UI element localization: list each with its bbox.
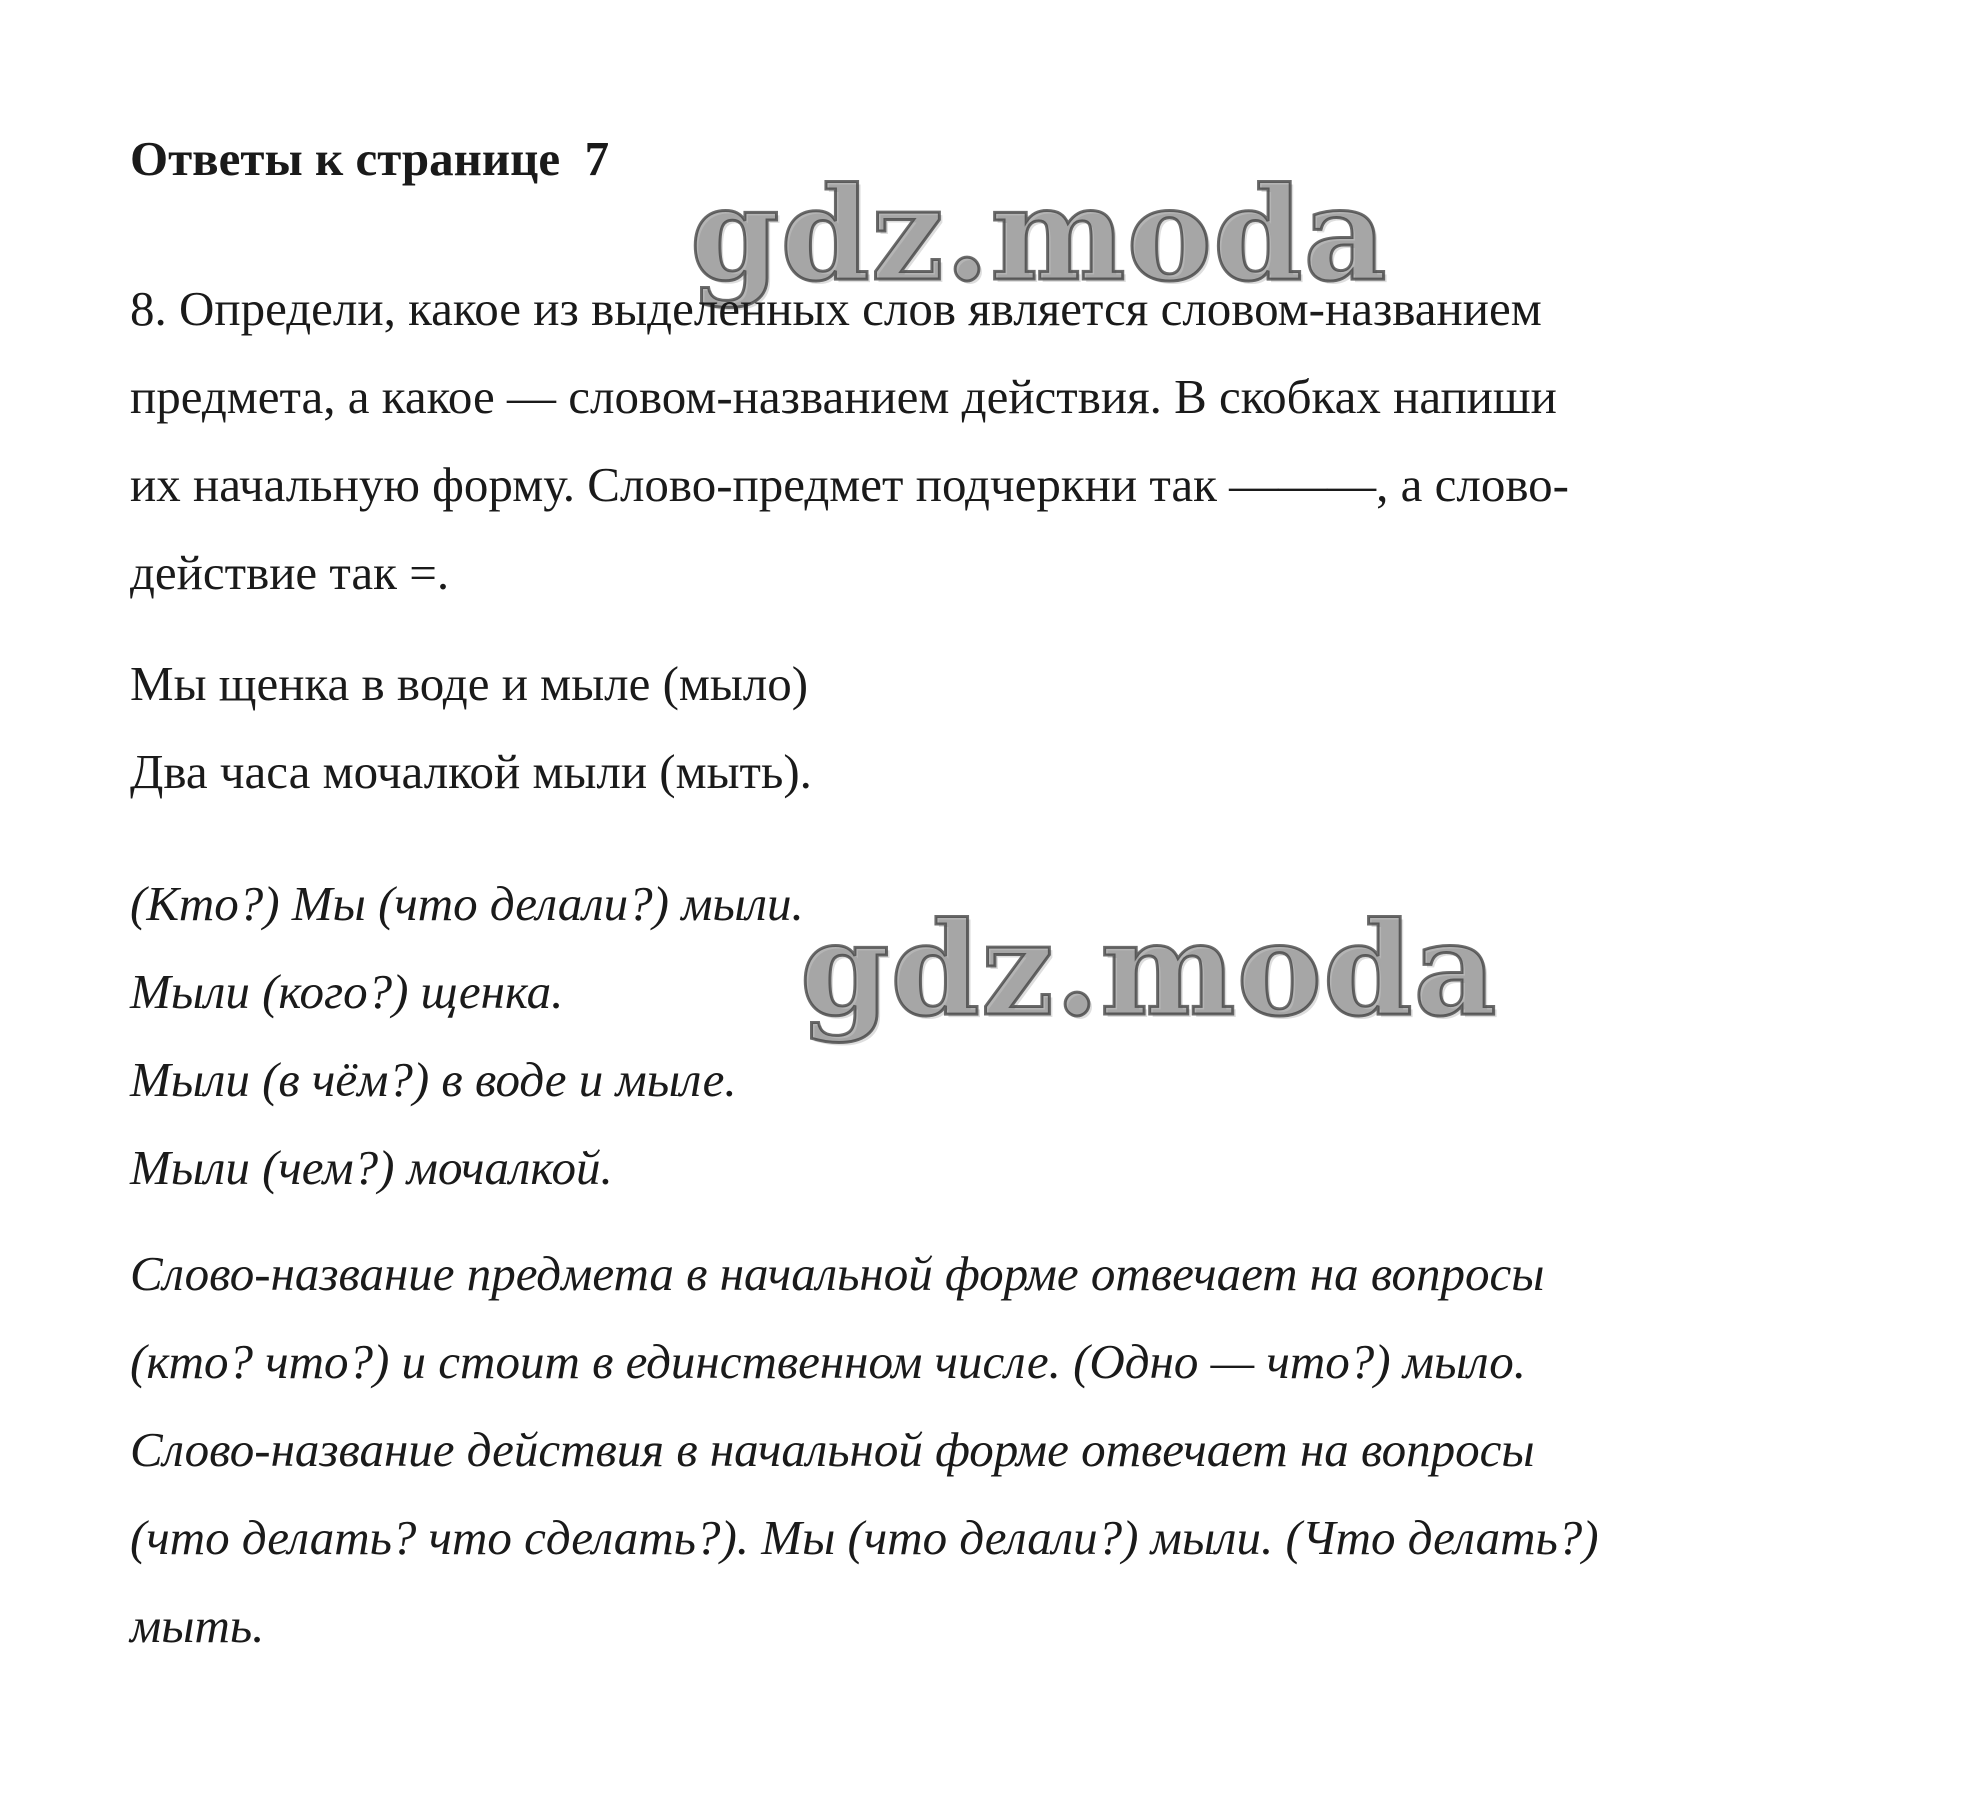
- page-heading: Ответы к странице 7: [130, 131, 610, 186]
- analysis-text: [130, 860, 804, 1212]
- task-line: их начальную форму. Слово-предмет подчеркни так ———, а слово-: [130, 457, 1569, 512]
- analysis-line: Мыли (в чём?) в воде и мыле.: [130, 1052, 737, 1107]
- task-line: действие так =.: [130, 545, 450, 600]
- watermark-logo: gdz.moda: [800, 895, 1498, 1045]
- task-line: 8. Определи, какое из выделенных слов является словом-названием: [130, 281, 1542, 336]
- analysis-line: Мыли (кого?) щенка.: [130, 964, 564, 1019]
- explanation-line: Слово-название предмета в начальной форме отвечает на вопросы: [130, 1246, 1545, 1301]
- task-text: [130, 265, 1870, 617]
- explanation-line: (что делать? что сделать?). Мы (что делали?) мыли. (Что делать?): [130, 1510, 1599, 1565]
- poem-text: [130, 640, 812, 816]
- watermark-logo: gdz.moda: [690, 160, 1388, 310]
- explanation-line: мыть.: [130, 1598, 265, 1653]
- poem-line: Два часа мочалкой мыли (мыть).: [130, 744, 812, 799]
- poem-line: Мы щенка в воде и мыле (мыло): [130, 656, 809, 711]
- task-line: предмета, а какое — словом-названием действия. В скобках напиши: [130, 369, 1557, 424]
- explanation-line: Слово-название действия в начальной форме отвечает на вопросы: [130, 1422, 1535, 1477]
- analysis-line: (Кто?) Мы (что делали?) мыли.: [130, 876, 804, 931]
- analysis-line: Мыли (чем?) мочалкой.: [130, 1140, 613, 1195]
- explanation-text: [130, 1230, 1599, 1670]
- explanation-line: (кто? что?) и стоит в единственном числе. (Одно — что?) мыло.: [130, 1334, 1526, 1389]
